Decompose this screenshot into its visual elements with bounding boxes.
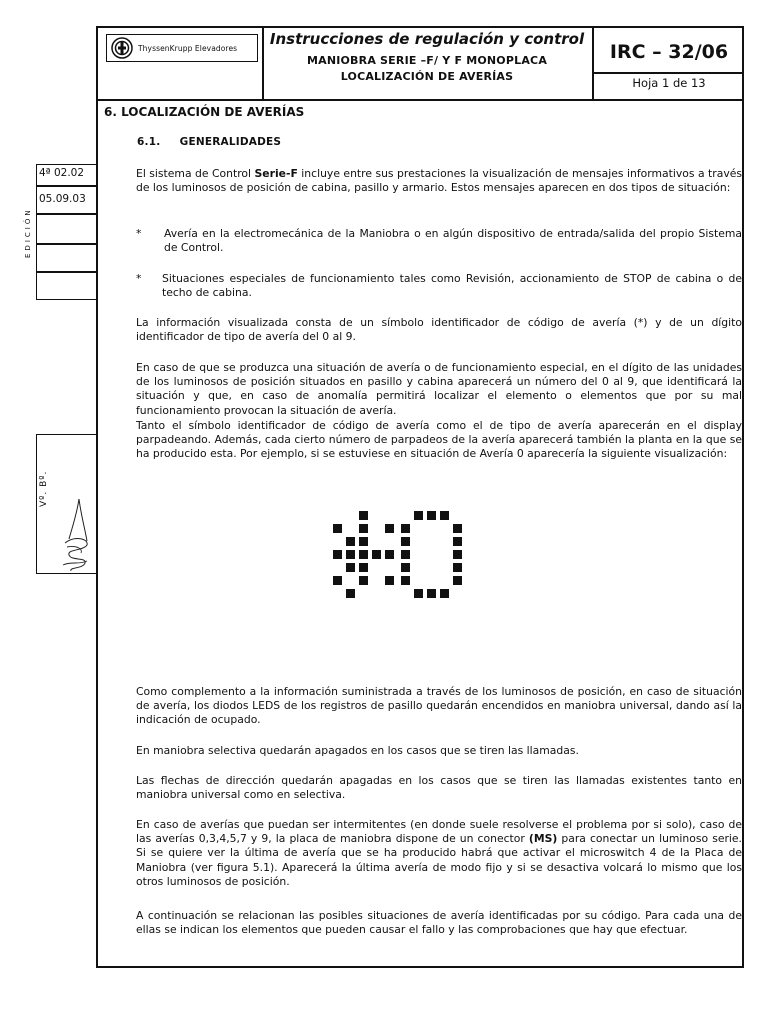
led-dot-digit <box>453 537 462 546</box>
document-subtitle-line2: LOCALIZACIÓN DE AVERÍAS <box>340 70 514 83</box>
led-dot-symbol <box>359 511 368 520</box>
paragraph-info: La información visualizada consta de un símbolo identificador de código de avería (*) y de un dígito identificador de tipo de avería del 0 al 9. <box>136 316 742 344</box>
document-code: IRC – 32/06 <box>609 41 729 63</box>
led-dot-digit <box>414 589 423 598</box>
header-code-divider <box>592 72 744 74</box>
led-dot-symbol <box>333 576 342 585</box>
paragraph-intro <box>136 167 742 195</box>
edition-row-divider <box>37 213 96 215</box>
led-dot-symbol <box>359 550 368 559</box>
serie-f-bold: Serie-F <box>254 167 298 180</box>
document-title: Instrucciones de regulación y control <box>269 30 585 48</box>
edition-row-divider <box>37 271 96 273</box>
paragraph-list-intro: A continuación se relacionan las posibles situaciones de avería identificadas por su código. Para cada una de ellas se indican los elementos que pueden causar el fallo y las comprobaciones que hay que efectuar. <box>136 909 742 937</box>
led-dot-digit <box>453 576 462 585</box>
paragraph-intermittent-part2: para conectar un luminoso serie. Si se quiere ver la última de avería que se ha producido habrá que activar el microswitch 4 de la Placa de Maniobra (ver figura 5.1). Aparecerá la última avería de modo fijo y si se desactiva volcará lo mismo que los otros luminosos de posición. <box>136 832 742 888</box>
ms-connector-bold: (MS) <box>528 832 558 846</box>
edition-table <box>36 164 97 300</box>
header-right-divider <box>592 26 594 100</box>
led-dot-symbol <box>359 524 368 533</box>
edition-number: 4ª 02.02 <box>39 167 85 179</box>
led-dot-symbol <box>372 550 381 559</box>
led-dot-symbol <box>359 537 368 546</box>
approval-box <box>36 434 97 574</box>
paragraph-intro-part1: El sistema de Control <box>136 167 255 180</box>
led-dot-symbol <box>385 576 394 585</box>
led-dot-symbol <box>346 589 355 598</box>
edition-row-divider <box>37 243 96 245</box>
approval-label: Vº. Bº. <box>39 470 49 507</box>
paragraph-situation: En caso de que se produzca una situación de avería o de funcionamiento especial, en el dígito de las unidades de los luminosos de posición situados en pasillo y cabina aparecerá un número del 0 al 9, que identificará la situación y que, en caso de anomalía permitirá localizar el elemento o elementos que por su mal funcionamiento provocan la situación de avería. <box>136 361 742 417</box>
bullet-item-2: Situaciones especiales de funcionamiento tales como Revisión, accionamiento de STOP de cabina o de techo de cabina. <box>162 272 742 300</box>
subsection-title: 6.1. GENERALIDADES <box>137 136 282 148</box>
bullet-marker: * <box>136 272 142 285</box>
led-dot-digit <box>414 511 423 520</box>
led-dot-symbol <box>346 537 355 546</box>
led-dot-digit <box>453 550 462 559</box>
paragraph-intro-part2: incluye entre sus prestaciones la visualización de mensajes informativos a través de los luminosos de posición de cabina, pasillo y armario. Estos mensajes aparecen en dos tipos de situación: <box>136 167 742 195</box>
signature-icon <box>57 495 97 573</box>
paragraph-selective: En maniobra selectiva quedarán apagados en los casos que se tiren las llamadas. <box>136 744 579 757</box>
paragraph-blink: Tanto el símbolo identificador de código de avería como el de tipo de avería aparecerán en el display parpadeando. Además, cada cierto número de parpadeos de la avería aparecerá también la planta en la que se ha producido esta. Por ejemplo, si se estuviese en situación de Avería 0 aparecería la siguiente visualización: <box>136 419 742 461</box>
paragraph-intermittent-part1: En caso de averías que puedan ser intermitentes (en donde suele resolverse el problema por si solo), caso de las averías 0,3,4,5,7 y 9, la placa de maniobra dispone de un conector <box>136 818 742 846</box>
paragraph-complement: Como complemento a la información suministrada a través de los luminosos de posición, en caso de situación de avería, los diodos LEDS de los registros de pasillo quedarán encendidos en maniobra universal, dando así la indicación de ocupado. <box>136 685 742 727</box>
led-dot-digit <box>401 537 410 546</box>
edition-date: 05.09.03 <box>39 193 86 205</box>
led-dot-digit <box>427 511 436 520</box>
bullet-marker: * <box>136 227 142 240</box>
led-dot-symbol <box>359 563 368 572</box>
led-dot-symbol <box>333 524 342 533</box>
led-dot-symbol <box>346 550 355 559</box>
led-dot-symbol <box>385 524 394 533</box>
sheet-number: Hoja 1 de 13 <box>632 76 706 90</box>
led-dot-digit <box>401 550 410 559</box>
led-dot-symbol <box>359 576 368 585</box>
led-dot-symbol <box>333 550 342 559</box>
led-dot-digit <box>453 563 462 572</box>
bullet-item-1: Avería en la electromecánica de la Maniobra o en algún dispositivo de entrada/salida del propio Sistema de Control. <box>164 227 742 255</box>
led-dot-digit <box>453 524 462 533</box>
paragraph-arrows: Las flechas de dirección quedarán apagadas en los casos que se tiren las llamadas existentes tanto en maniobra universal como en selectiva. <box>136 774 742 802</box>
section-title: 6. LOCALIZACIÓN DE AVERÍAS <box>104 105 305 119</box>
paragraph-intermittent <box>136 818 742 889</box>
led-dot-digit <box>401 576 410 585</box>
header-divider <box>96 99 744 101</box>
led-dot-digit <box>401 524 410 533</box>
document-subtitle-line1: MANIOBRA SERIE –F/ Y F MONOPLACA <box>306 54 548 67</box>
led-dot-symbol <box>346 563 355 572</box>
led-dot-digit <box>440 511 449 520</box>
thyssenkrupp-logo-icon <box>111 37 133 59</box>
led-dot-digit <box>427 589 436 598</box>
edition-label: EDICIÓN <box>24 207 32 258</box>
led-dot-digit <box>401 563 410 572</box>
company-name: ThyssenKrupp Elevadores <box>138 43 238 53</box>
led-display-figure <box>333 511 463 621</box>
company-logo <box>106 34 258 62</box>
edition-row-divider <box>37 185 96 187</box>
led-dot-digit <box>440 589 449 598</box>
led-dot-symbol <box>385 550 394 559</box>
